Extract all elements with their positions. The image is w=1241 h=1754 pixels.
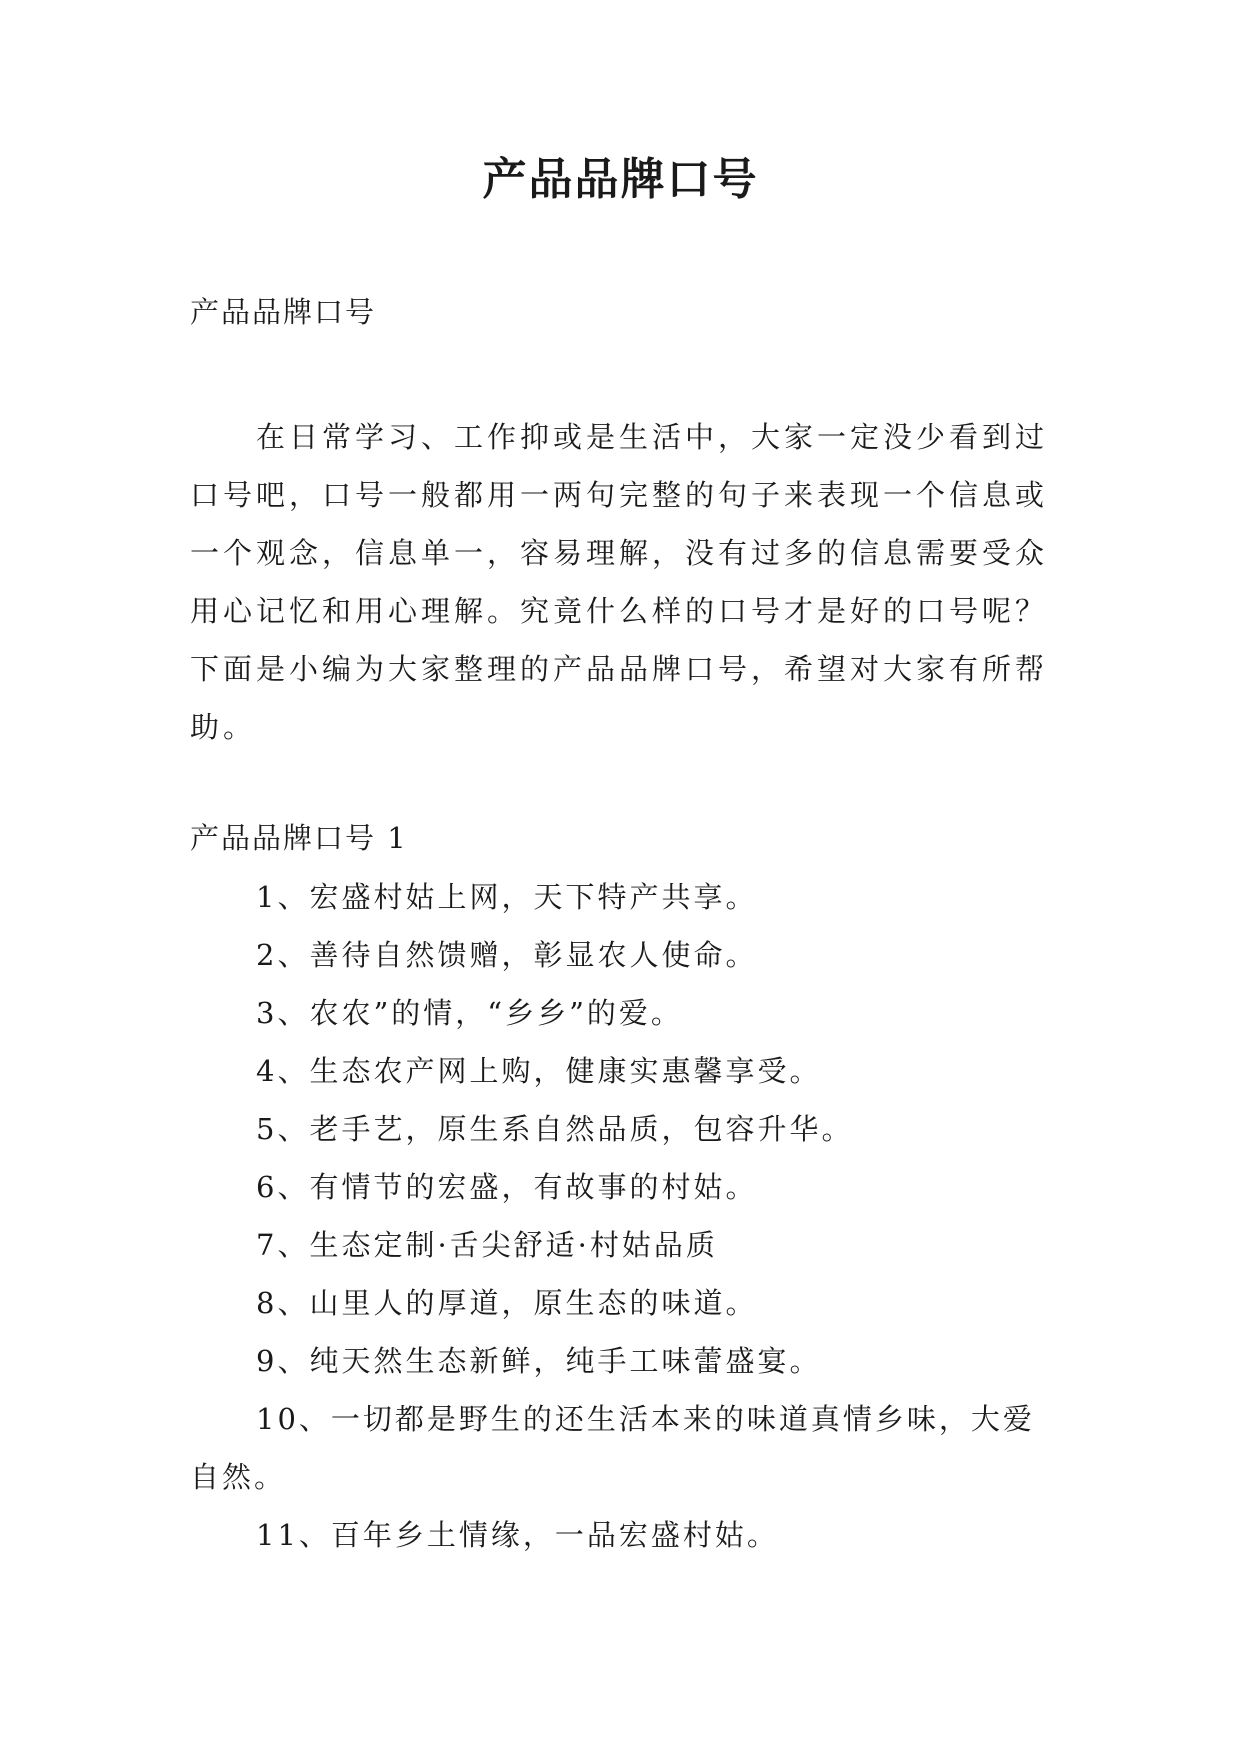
slogan-item: 1、宏盛村姑上网，天下特产共享。 (256, 880, 758, 914)
slogan-item: 6、有情节的宏盛，有故事的村姑。 (256, 1170, 758, 1204)
slogan-item: 9、纯天然生态新鲜，纯手工味蕾盛宴。 (256, 1344, 822, 1378)
intro-paragraph: 在日常学习、工作抑或是生活中，大家一定没少看到过口号吧，口号一般都用一两句完整的句子来表现一个信息或一个观念，信息单一，容易理解，没有过多的信息需要受众用心记忆和用心理解。究竟什么样的口号才是好的口号呢？下面是小编为大家整理的产品品牌口号，希望对大家有所帮助。 (190, 420, 1049, 744)
slogan-item: 5、老手艺，原生系自然品质，包容升华。 (256, 1112, 854, 1146)
slogan-item: 2、善待自然馈赠，彰显农人使命。 (256, 938, 758, 972)
document-subtitle: 产品品牌口号 (190, 295, 377, 329)
slogan-item: 3、农农”的情，“乡乡”的爱。 (256, 996, 683, 1030)
document-title: 产品品牌口号 (482, 154, 759, 205)
slogan-item: 11、百年乡土情缘，一品宏盛村姑。 (256, 1518, 779, 1552)
slogan-item: 8、山里人的厚道，原生态的味道。 (256, 1286, 758, 1320)
section-heading: 产品品牌口号 1 (190, 821, 408, 855)
slogan-item: 10、一切都是野生的还生活本来的味道真情乡味，大爱自然。 (190, 1402, 1035, 1494)
slogan-item: 7、生态定制·舌尖舒适·村姑品质 (256, 1228, 718, 1262)
slogan-list (190, 868, 1060, 1564)
slogan-item: 4、生态农产网上购，健康实惠馨享受。 (256, 1054, 822, 1088)
